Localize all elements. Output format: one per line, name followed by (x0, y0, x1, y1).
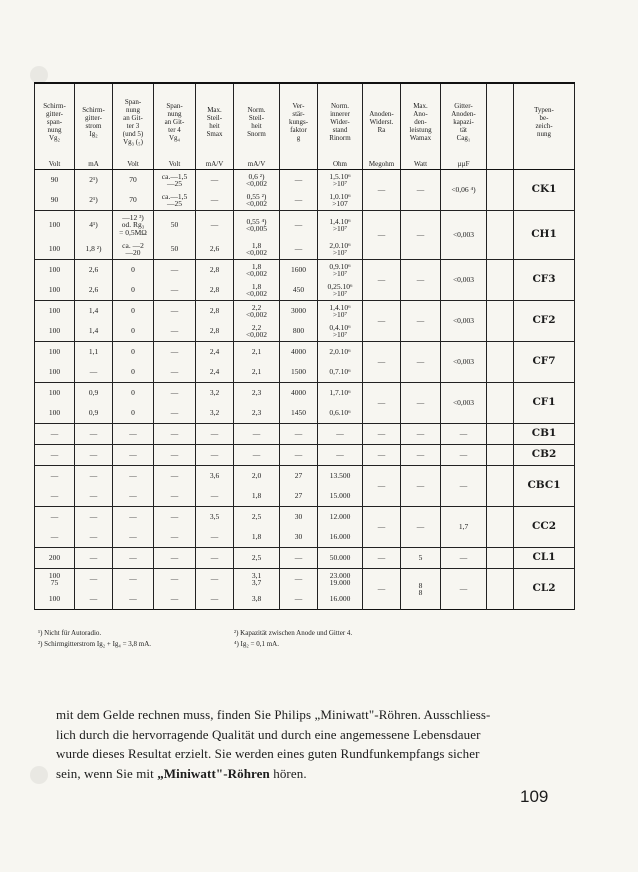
table-cell: — (401, 466, 441, 507)
tube-type-label: CH1 (514, 211, 575, 260)
table-cell: 0 (113, 403, 154, 424)
table-cell: — (75, 486, 113, 507)
table-cell: 0,6 ²) <0,002 (234, 170, 280, 191)
table-cell: 4000 (280, 383, 318, 404)
table-cell: 0 (113, 321, 154, 342)
table-cell: 0,9 (75, 403, 113, 424)
table-cell: — (280, 548, 318, 569)
table-cell: 1,7 (441, 507, 487, 548)
column-header-label: Schirm- gitter- strom Ig₂ (82, 106, 105, 138)
tube-type-label: CB1 (514, 424, 575, 445)
paragraph-line: wurde dieses Resultat erzielt. Sie werden eines guten Rundfunkempfangs sicher (56, 746, 480, 761)
table-row (35, 466, 575, 487)
table-cell: 1,8 <0,002 (234, 260, 280, 281)
column-header-label: Span- nung an Git- ter 3 (und 5) Vg₃ (₅) (122, 98, 144, 146)
table-cell: 1,8 <0,002 (234, 280, 280, 301)
table-row (35, 383, 575, 404)
tube-type-label: CF2 (514, 301, 575, 342)
table-cell: — (154, 424, 196, 445)
table-cell: 2,6 (75, 260, 113, 281)
table-cell: 1,8 <0,002 (234, 239, 280, 260)
table-cell: 27 (280, 466, 318, 487)
table-cell: 2,3 (234, 383, 280, 404)
table-cell: 1,4 (75, 301, 113, 322)
column-header-label: Norm. innerer Wider- stand Rinorm (329, 102, 351, 142)
table-cell: 50 (154, 239, 196, 260)
table-cell: — (35, 445, 75, 466)
table-cell: — (401, 342, 441, 383)
column-header-label: Typen- be- zeich- nung (534, 106, 554, 138)
blank-cell (487, 569, 514, 610)
table-cell: 2¹) (75, 170, 113, 191)
table-cell: — (280, 589, 318, 610)
column-header-label: Max. Ano- den- leistung Wamax (409, 102, 432, 142)
table-cell: — (113, 445, 154, 466)
column-header-unit: mA (88, 160, 99, 168)
column-header-label: Span- nung an Git- ter 4 Vg₄ (164, 102, 185, 142)
blank-cell (487, 424, 514, 445)
table-cell: — (113, 548, 154, 569)
paragraph-text: hören. (269, 765, 307, 781)
tube-type-label: CF3 (514, 260, 575, 301)
table-cell: 100 (35, 239, 75, 260)
table-cell: — (363, 466, 401, 507)
table-cell: 2,2 <0,002 (234, 301, 280, 322)
footnote-1: ¹) Nicht für Autoradio. (38, 629, 102, 637)
table-cell: — (113, 466, 154, 487)
table-cell: 3,2 (196, 383, 234, 404)
column-header-label: Max. Steil- heit Smax (206, 106, 223, 138)
table-cell: — (196, 548, 234, 569)
table-cell: — (35, 424, 75, 445)
table-row (35, 548, 575, 569)
table-cell: 8 8 (401, 569, 441, 610)
footnote-2: ²) Kapazität zwischen Anode und Gitter 4. (234, 629, 353, 637)
table-cell: 16.000 (318, 527, 363, 548)
table-cell: 100 (35, 260, 75, 281)
column-header (113, 83, 154, 170)
tube-type-label: CF1 (514, 383, 575, 424)
table-cell: 0 (113, 362, 154, 383)
table-cell: — (318, 424, 363, 445)
table-cell: 2,6 (196, 239, 234, 260)
table-cell: 2,3 (234, 403, 280, 424)
table-cell: 70 (113, 170, 154, 191)
column-header-unit: mA/V (247, 160, 266, 168)
column-header-label: Anoden- Widerst. Ra (369, 110, 394, 134)
table-cell: <0,003 (441, 342, 487, 383)
column-header-unit: Ohm (333, 160, 347, 168)
blank-cell (487, 211, 514, 260)
table-cell: — (363, 548, 401, 569)
table-cell: — (154, 403, 196, 424)
table-cell: 0,25.10⁶ >10⁷ (318, 280, 363, 301)
table-cell: — (280, 445, 318, 466)
table-cell: 2,8 (196, 260, 234, 281)
table-cell: 2,1 (234, 342, 280, 363)
table-cell: 4000 (280, 342, 318, 363)
table-cell: 23.000 19.000 (318, 569, 363, 590)
table-cell: — (363, 211, 401, 260)
table-cell: 50.000 (318, 548, 363, 569)
column-header-unit: Watt (413, 160, 428, 168)
table-cell: 0 (113, 280, 154, 301)
table-cell: — (401, 507, 441, 548)
tube-type-label: CK1 (514, 170, 575, 211)
table-cell: 16.000 (318, 589, 363, 610)
table-cell: <0,003 (441, 211, 487, 260)
table-cell: 30 (280, 507, 318, 528)
blank-cell (487, 260, 514, 301)
table-cell: 90 (35, 170, 75, 191)
table-cell: 2,4 (196, 342, 234, 363)
table-cell: — (401, 383, 441, 424)
table-row (35, 342, 575, 363)
table-cell: — (154, 321, 196, 342)
column-header (280, 83, 318, 170)
column-header (234, 83, 280, 170)
brand-name: „Miniwatt"-Röhren (157, 765, 270, 781)
table-row (35, 260, 575, 281)
table-cell: 1,4.10⁶ >10⁷ (318, 211, 363, 240)
table-cell: — (363, 170, 401, 211)
tube-type-label: CL2 (514, 569, 575, 610)
table-cell: <0,003 (441, 301, 487, 342)
table-cell: — (113, 424, 154, 445)
tube-type-label: CBC1 (514, 466, 575, 507)
table-cell: — (154, 548, 196, 569)
table-cell: 100 (35, 589, 75, 610)
table-cell: — (113, 589, 154, 610)
paragraph-line: mit dem Gelde rechnen muss, finden Sie Philips „Miniwatt"-Röhren. Ausschliess- (56, 707, 491, 722)
table-cell: 1,8 ²) (75, 239, 113, 260)
table-cell: 2,8 (196, 301, 234, 322)
table-cell: — (75, 548, 113, 569)
table-row (35, 507, 575, 528)
table-cell: — (154, 342, 196, 363)
table-header-row (35, 83, 575, 170)
table-cell: 100 (35, 301, 75, 322)
column-header-label: Schirm- gitter- span- nung Vg₂ (43, 102, 66, 142)
table-cell: — (280, 239, 318, 260)
table-cell: 0,6.10⁶ (318, 403, 363, 424)
table-row (35, 424, 575, 445)
table-cell: — (280, 170, 318, 191)
table-cell: — (75, 445, 113, 466)
table-cell: 2,0.10⁶ (318, 342, 363, 363)
table-cell: 0,55 ⁴) <0,005 (234, 211, 280, 240)
paragraph-line (56, 764, 572, 784)
table-cell: 0,7.10⁶ (318, 362, 363, 383)
table-cell: 0,55 ²) <0,002 (234, 190, 280, 211)
table-cell: 12.000 (318, 507, 363, 528)
table-cell: 15.000 (318, 486, 363, 507)
table-cell: 1500 (280, 362, 318, 383)
column-header (363, 83, 401, 170)
table-cell: —12 ³) od. Rg₃ = 0,5MΩ (113, 211, 154, 240)
table-cell: 1,4 (75, 321, 113, 342)
column-header (318, 83, 363, 170)
table-cell: 3,5 (196, 507, 234, 528)
table-cell: — (441, 466, 487, 507)
table-cell: 5 (401, 548, 441, 569)
column-header (75, 83, 113, 170)
table-cell: 30 (280, 527, 318, 548)
table-cell: — (75, 362, 113, 383)
footnotes (38, 628, 352, 650)
table-cell: — (441, 424, 487, 445)
table-cell: — (196, 527, 234, 548)
table-cell: — (401, 211, 441, 260)
table-cell: — (363, 383, 401, 424)
column-header-label: Norm. Steil- heit Snorm (247, 106, 266, 138)
table-cell: — (75, 466, 113, 487)
table-cell: — (154, 507, 196, 528)
table-cell: — (154, 445, 196, 466)
tube-type-label: CB2 (514, 445, 575, 466)
table-cell: 2,4 (196, 362, 234, 383)
table-cell: — (401, 424, 441, 445)
table-cell: 2,1 (234, 362, 280, 383)
column-header (35, 83, 75, 170)
table-cell: 2,6 (75, 280, 113, 301)
column-header-unit: Megohm (368, 160, 395, 168)
table-cell: 0,9 (75, 383, 113, 404)
table-cell: — (318, 445, 363, 466)
table-cell: — (234, 445, 280, 466)
table-cell: 1600 (280, 260, 318, 281)
column-header (487, 83, 514, 170)
tube-data-table (34, 82, 575, 610)
paragraph-line: lich durch die hervorragende Qualität und durch eine angemessene Lebensdauer (56, 726, 481, 742)
table-cell: — (280, 569, 318, 590)
table-cell: 100 (35, 321, 75, 342)
table-row (35, 211, 575, 240)
table-cell: 200 (35, 548, 75, 569)
table-cell: 90 (35, 190, 75, 211)
column-header (401, 83, 441, 170)
table-cell: — (196, 486, 234, 507)
table-cell: — (75, 589, 113, 610)
table-cell: 2,5 (234, 548, 280, 569)
table-cell: — (363, 445, 401, 466)
table-cell: 100 (35, 342, 75, 363)
table-row (35, 301, 575, 322)
table-cell: — (441, 569, 487, 610)
column-header-label: Gitter- Anoden- kapazi- tät Cag₁ (451, 102, 476, 142)
table-cell: — (113, 486, 154, 507)
table-row (35, 170, 575, 191)
table-cell: 2,2 <0,002 (234, 321, 280, 342)
table-cell: — (113, 569, 154, 590)
table-cell: 3,1 3,7 (234, 569, 280, 590)
table-cell: — (154, 383, 196, 404)
column-header-unit: mA/V (205, 160, 224, 168)
paragraph-text: sein, wenn Sie mit (56, 765, 158, 781)
blank-cell (487, 445, 514, 466)
table-cell: — (401, 445, 441, 466)
table-cell: 3000 (280, 301, 318, 322)
table-cell: — (441, 445, 487, 466)
table-cell: 1,8 (234, 527, 280, 548)
table-cell: — (280, 211, 318, 240)
table-cell: 100 (35, 403, 75, 424)
blank-cell (487, 507, 514, 548)
table-cell: — (154, 301, 196, 322)
blank-cell (487, 548, 514, 569)
table-cell: — (154, 280, 196, 301)
table-cell: — (280, 190, 318, 211)
column-header (441, 83, 487, 170)
table-cell: — (401, 301, 441, 342)
table-cell: — (363, 260, 401, 301)
column-header (196, 83, 234, 170)
table-cell: 13.500 (318, 466, 363, 487)
table-cell: 800 (280, 321, 318, 342)
table-cell: — (75, 569, 113, 590)
page-number: 109 (520, 787, 549, 806)
blank-cell (487, 466, 514, 507)
column-header (154, 83, 196, 170)
table-cell: — (154, 466, 196, 487)
table-cell: ca. —2 —20 (113, 239, 154, 260)
table-cell: 1,1 (75, 342, 113, 363)
table-row (35, 445, 575, 466)
table-cell: — (441, 548, 487, 569)
table-cell: — (280, 424, 318, 445)
table-cell: — (196, 569, 234, 590)
table-cell: <0,003 (441, 383, 487, 424)
table-cell: — (196, 424, 234, 445)
table-cell: 2,5 (234, 507, 280, 528)
tube-type-label: CC2 (514, 507, 575, 548)
table-cell: 100 (35, 383, 75, 404)
table-cell: 1,5.10⁶ >10⁷ (318, 170, 363, 191)
table-cell: 1,4.10⁶ >10⁷ (318, 301, 363, 322)
blank-cell (487, 301, 514, 342)
table-cell: 2,0.10⁶ >10⁷ (318, 239, 363, 260)
table-cell: 70 (113, 190, 154, 211)
table-cell: — (196, 589, 234, 610)
table-cell: — (196, 445, 234, 466)
punch-hole-bottom (30, 766, 48, 784)
table-cell: — (75, 507, 113, 528)
table-cell: — (401, 260, 441, 301)
table-cell: — (113, 527, 154, 548)
column-header (514, 83, 575, 170)
table-cell: 4¹) (75, 211, 113, 240)
column-header-unit: Volt (127, 160, 139, 168)
table-cell: 0 (113, 383, 154, 404)
column-header-unit: Volt (48, 160, 61, 168)
table-cell: 0 (113, 260, 154, 281)
table-cell: — (234, 424, 280, 445)
table-cell: 100 (35, 280, 75, 301)
table-row (35, 569, 575, 590)
table-cell: — (363, 342, 401, 383)
table-cell: — (154, 362, 196, 383)
table-cell: — (401, 170, 441, 211)
table-cell: — (154, 589, 196, 610)
blank-cell (487, 383, 514, 424)
table-cell: 100 75 (35, 569, 75, 590)
column-header-unit: µµF (457, 160, 470, 168)
table-cell: 450 (280, 280, 318, 301)
table-cell: 0,9.10⁶ >10⁷ (318, 260, 363, 281)
table-cell: — (363, 569, 401, 610)
column-header-unit: Volt (168, 160, 181, 168)
table-cell: — (154, 260, 196, 281)
table-cell: — (113, 507, 154, 528)
table-cell: — (75, 424, 113, 445)
footnote-3: ²) Schirmgitterstrom Ig₂ + Ig₄ = 3,8 mA. (38, 640, 152, 648)
table-cell: 0,4.10⁶ >10⁷ (318, 321, 363, 342)
column-header-label: Ver- stär- kungs- faktor g (288, 102, 309, 142)
table-cell: — (196, 170, 234, 191)
table-cell: 1450 (280, 403, 318, 424)
table-cell: 1,7.10⁶ (318, 383, 363, 404)
table-cell: — (154, 527, 196, 548)
blank-cell (487, 170, 514, 211)
table-cell: — (35, 486, 75, 507)
table-cell: — (154, 486, 196, 507)
table-cell: 3,8 (234, 589, 280, 610)
table-cell: — (196, 190, 234, 211)
table-cell: 27 (280, 486, 318, 507)
table-cell: ca.—1,5 —25 (154, 170, 196, 191)
table-cell: 2¹) (75, 190, 113, 211)
tube-type-label: CL1 (514, 548, 575, 569)
table-cell: <0,003 (441, 260, 487, 301)
table-cell: — (75, 527, 113, 548)
table-cell: — (363, 301, 401, 342)
table-cell: 100 (35, 211, 75, 240)
body-paragraph (56, 705, 572, 783)
blank-cell (487, 342, 514, 383)
table-cell: 0 (113, 301, 154, 322)
table-cell: <0,06 ⁴) (441, 170, 487, 211)
table-cell: — (154, 569, 196, 590)
table-cell: 50 (154, 211, 196, 240)
table-cell: — (35, 466, 75, 487)
table-cell: 2,0 (234, 466, 280, 487)
footnote-4: ⁴) Ig₂ = 0,1 mA. (234, 640, 279, 648)
table-cell: 3,6 (196, 466, 234, 487)
table-cell: — (196, 211, 234, 240)
table-cell: — (35, 507, 75, 528)
table-cell: 2,8 (196, 280, 234, 301)
table-cell: 1,8 (234, 486, 280, 507)
table-cell: 2,8 (196, 321, 234, 342)
table-cell: 100 (35, 362, 75, 383)
table-cell: — (35, 527, 75, 548)
table-cell: — (363, 507, 401, 548)
table-cell: 1,0.10⁶ >107 (318, 190, 363, 211)
table-cell: ca.—1,5 —25 (154, 190, 196, 211)
tube-type-label: CF7 (514, 342, 575, 383)
table-cell: — (363, 424, 401, 445)
table-cell: 3,2 (196, 403, 234, 424)
table-cell: 0 (113, 342, 154, 363)
